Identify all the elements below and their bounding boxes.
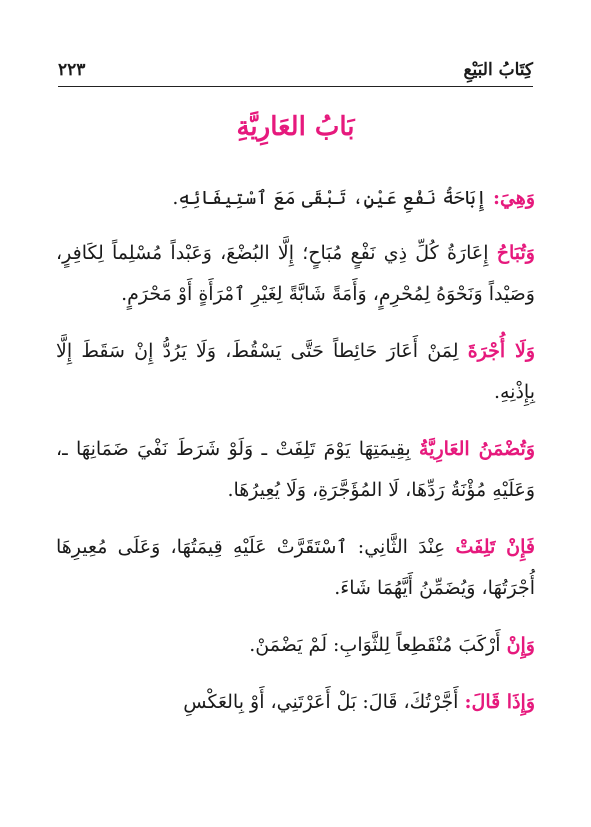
paragraph-keyword: فَإِنْ تَلِفَتْ xyxy=(455,536,535,558)
paragraph-text: بِقِيمَتِهَا يَوْمَ تَلِفَتْ ـ وَلَوْ شَرَطَ نَفْيَ ضَمَانِهَا ـ، وَعَلَيْهِ مُؤْنَةُ رَدِّهَا، لَا المُؤَجَّرَةِ، وَلَا يُعِيرُهَا. xyxy=(56,438,535,501)
paragraph-keyword: وَلَا أُجْرَةَ xyxy=(467,340,535,362)
chapter-title: بَابُ العَارِيَّةِ xyxy=(236,112,355,142)
paragraph xyxy=(56,331,535,413)
paragraph-text: أَرْكَبَ مُنْقَطِعاً لِلثَّوَابِ: لَمْ يَضْمَنْ. xyxy=(249,634,507,656)
paragraph xyxy=(56,625,535,666)
page-header xyxy=(58,60,533,87)
paragraph-text: إِعَارَةُ كُلِّ ذِي نَفْعٍ مُبَاحٍ؛ إِلَّا البُضْعَ، وَعَبْداً مُسْلِماً لِكَافِرٍ، وَصَيْداً وَنَحْوَهُ لِمُحْرِمٍ، وَأَمَةً شَابَّةً لِغَيْرِ ٱمْرَأَةٍ أَوْ مَحْرَمٍ. xyxy=(56,242,535,305)
paragraph xyxy=(56,682,535,723)
page-number: ٢٢٣ xyxy=(58,60,86,80)
paragraph-text: إِبَاحَةُ نَفْعِ عَيْنٍ، تَبْقَى مَعَ ٱسْتِيفَائِهِ. xyxy=(172,187,493,209)
paragraph-keyword: وَتُبَاحُ xyxy=(496,242,535,264)
paragraph-text: أَجَّرْتُكَ، قَالَ: بَلْ أَعَرْتَنِي، أَوْ بِالعَكْسِ xyxy=(183,691,465,713)
paragraph-text: لِمَنْ أَعَارَ حَائِطاً حَتَّى يَسْقُطَ، وَلَا يَرُدُّ إِنْ سَقَطَ إِلَّا بِإِذْنِهِ. xyxy=(56,340,535,403)
paragraph-keyword: وَإِذَا قَالَ: xyxy=(464,691,535,713)
running-head: كِتَابُ البَيْعِ xyxy=(463,60,533,80)
paragraph xyxy=(56,527,535,609)
paragraph xyxy=(56,178,535,219)
paragraph-keyword: وَإِنْ xyxy=(506,634,535,656)
body-text xyxy=(56,178,535,739)
paragraph-text: عِنْدَ الثَّانِي: ٱسْتَقَرَّتْ عَلَيْهِ قِيمَتُهَا، وَعَلَى مُعِيرِهَا أُجْرَتُهَا، وَيُضَمِّنُ أَيَّهُمَا شَاءَ. xyxy=(56,536,535,599)
paragraph-keyword: وَتُضْمَنُ العَارِيَّةُ xyxy=(419,438,535,460)
paragraph-keyword: وَهِيَ: xyxy=(492,187,535,209)
paragraph xyxy=(56,233,535,315)
paragraph xyxy=(56,429,535,511)
